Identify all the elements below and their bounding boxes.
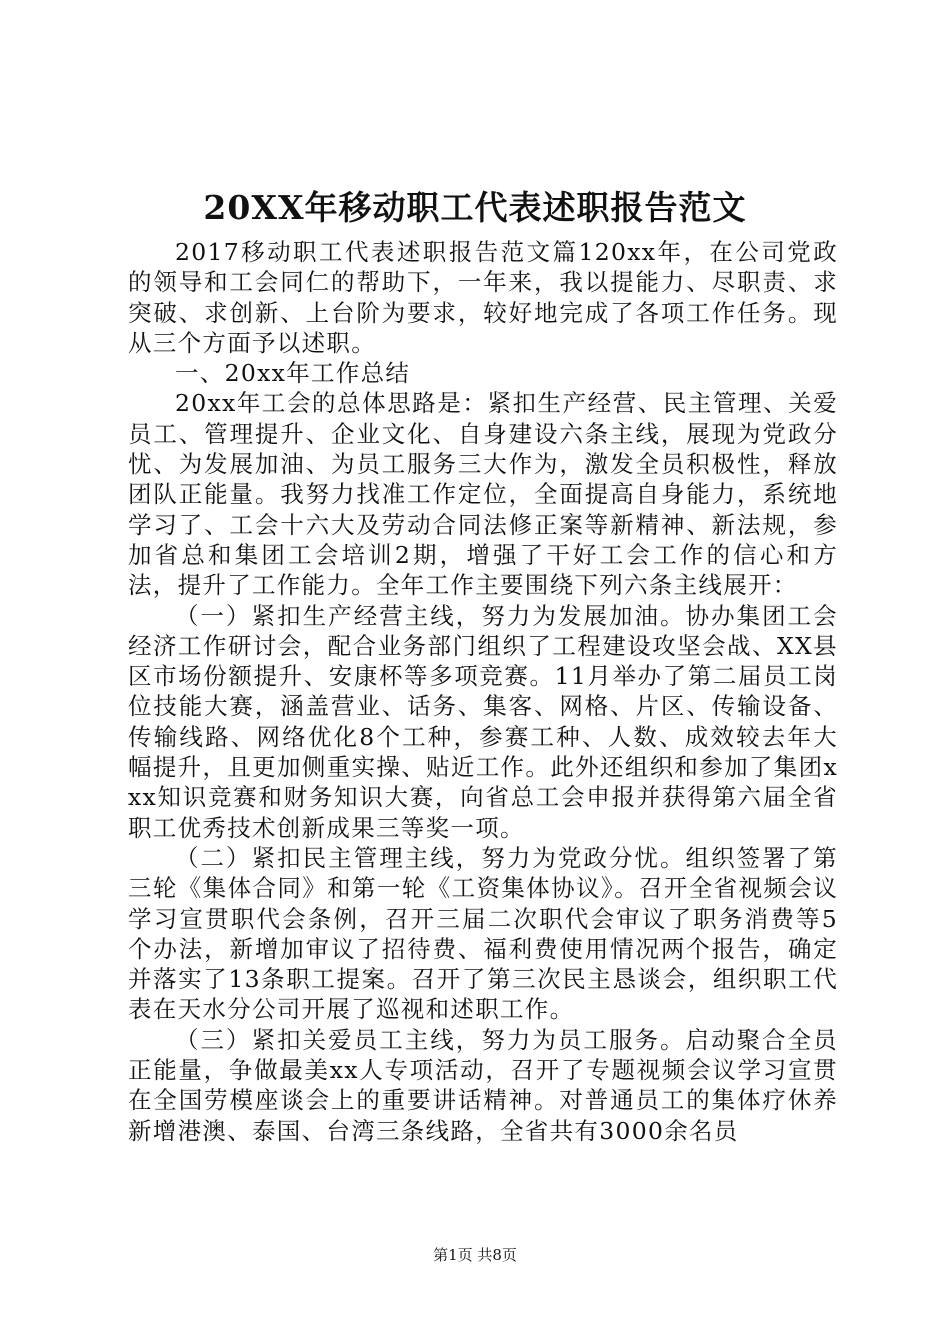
section-heading-work-summary: 一、20xx年工作总结 [175, 359, 411, 388]
paragraph-intro: 2017移动职工代表述职报告范文篇120xx年，在公司党政的领导和工会同仁的帮助下，一年来，我以提能力、尽职责、求突破、求创新、上台阶为要求，较好地完成了各项工作任务。现从三个方面予以述职。 [128, 238, 838, 357]
page-number-footer: 第1页 共8页 [433, 1246, 517, 1264]
document-body [128, 237, 838, 1146]
paragraph-overall-approach: 20xx年工会的总体思路是：紧扣生产经营、民主管理、关爱员工、管理提升、企业文化、自身建设六条主线，展现为党政分忧、为发展加油、为员工服务三大作为，激发全员积极性，释放团队正能量。我努力找准工作定位，全面提高自身能力，系统地学习了、工会十六大及劳动合同法修正案等新精神、新法规，参加省总和集团工会培训2期，增强了干好工会工作的信心和方法，提升了工作能力。全年工作主要围绕下列六条主线展开： [128, 389, 838, 600]
paragraph-production-operation: （一）紧扣生产经营主线，努力为发展加油。协办集团工会经济工作研讨会，配合业务部门组织了工程建设攻坚会战、XX县区市场份额提升、安康杯等多项竞赛。11月举办了第二届员工岗位技能大赛，涵盖营业、话务、集客、网格、片区、传输设备、传输线路、网络优化8个工种，参赛工种、人数、成效较去年大幅提升，且更加侧重实操、贴近工作。此外还组织和参加了集团xxx知识竞赛和财务知识大赛，向省总工会申报并获得第六届全省职工优秀技术创新成果三等奖一项。 [128, 601, 838, 842]
document-title: 20XX年移动职工代表述职报告范文 [203, 188, 747, 227]
paragraph-employee-care: （三）紧扣关爱员工主线，努力为员工服务。启动聚合全员正能量，争做最美xx人专项活动，召开了专题视频会议学习宣贯在全国劳模座谈会上的重要讲话精神。对普通员工的集体疗休养新增港澳、泰国、台湾三条线路，全省共有3000余名员 [128, 1025, 838, 1145]
paragraph-democratic-management: （二）紧扣民主管理主线，努力为党政分忧。组织签署了第三轮《集体合同》和第一轮《工资集体协议》。召开全省视频会议学习宣贯职代会条例，召开三届二次职代会审议了职务消费等5个办法，新增加审议了招待费、福利费使用情况两个报告，确定并落实了13条职工提案。召开了第三次民主恳谈会，组织职工代表在天水分公司开展了巡视和述职工作。 [128, 843, 838, 1024]
